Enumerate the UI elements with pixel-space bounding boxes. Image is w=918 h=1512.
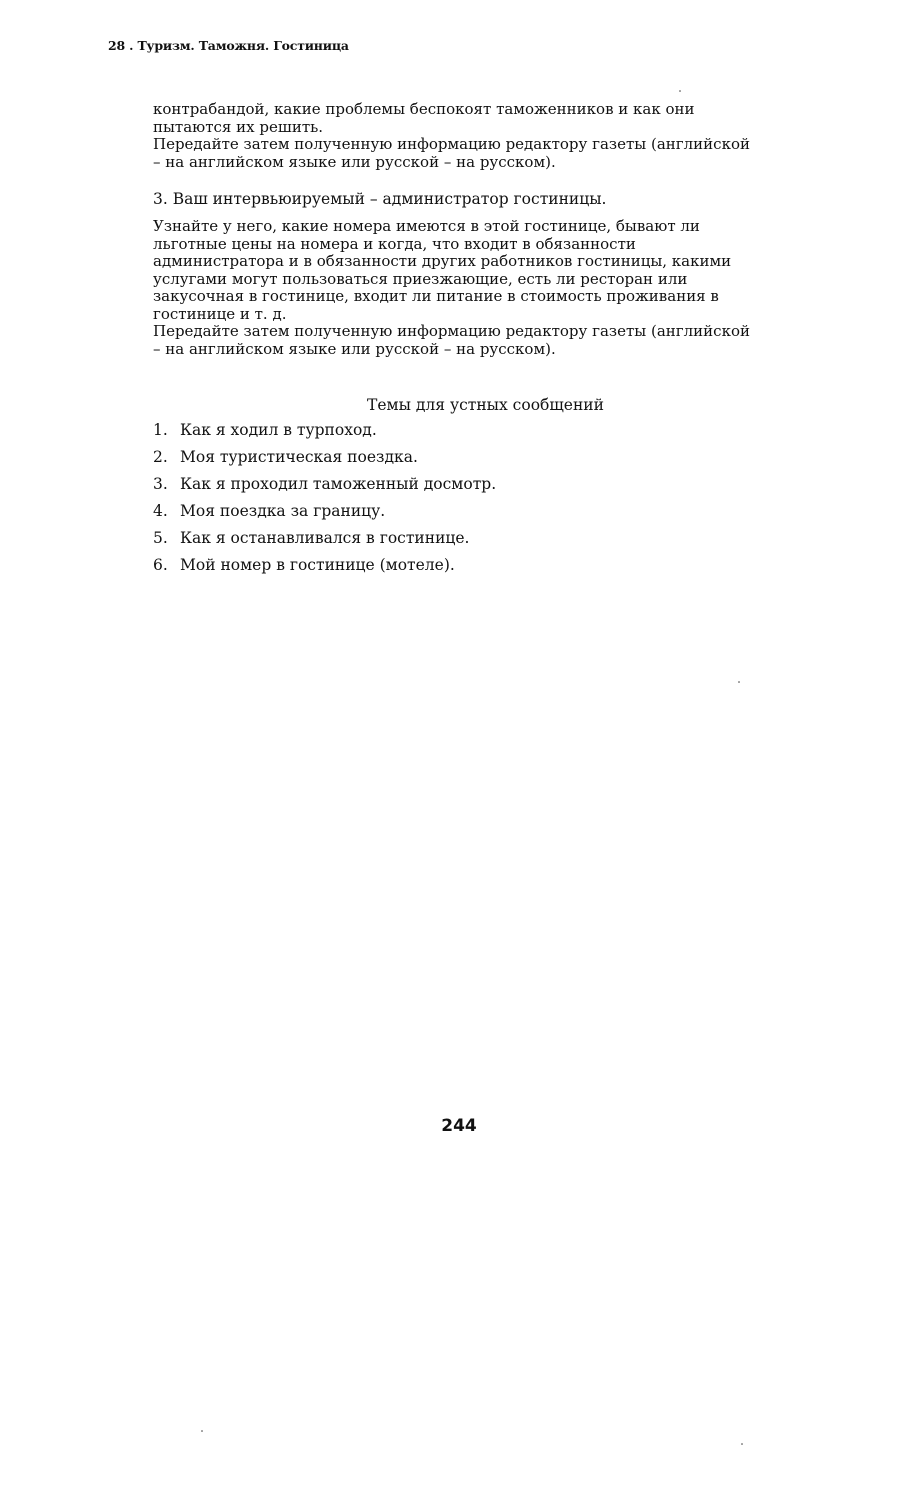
list-item-number: 3. (153, 475, 168, 493)
list-item (153, 528, 496, 555)
list-item (153, 420, 496, 447)
list-item-text: Мой номер в гостинице (мотеле). (180, 556, 455, 574)
list-item-number: 1. (153, 421, 168, 439)
list-item-number: 2. (153, 448, 168, 466)
text-line: льготные цены на номера и когда, что входит в обязанности (153, 234, 636, 253)
text-line: Узнайте у него, какие номера имеются в этой гостинице, бывают ли (153, 217, 700, 235)
list-item-text: Как я проходил таможенный досмотр. (180, 475, 497, 493)
topics-title: Темы для устных сообщений (367, 396, 604, 414)
paragraph-block-2 (153, 218, 818, 358)
text-line: услугами могут пользоваться приезжающие, есть ли ресторан или (153, 269, 688, 288)
list-item (153, 501, 496, 528)
page-number: 244 (441, 1116, 477, 1136)
scan-speck (741, 1443, 743, 1445)
text-line: администратора и в обязанности других работников гостиницы, какими (153, 252, 732, 270)
scan-speck (679, 90, 681, 92)
scan-speck (738, 681, 740, 683)
list-item (153, 474, 496, 501)
list-item (153, 555, 496, 582)
text-line: контрабандой, какие проблемы беспокоят таможенников и как они (153, 100, 695, 118)
list-item-text: Как я останавливался в гостинице. (180, 529, 470, 547)
list-item-number: 6. (153, 556, 168, 574)
paragraph-block-1 (153, 101, 818, 171)
list-item-text: Моя туристическая поездка. (180, 448, 418, 466)
text-line: Передайте затем полученную информацию редактору газеты (английской (153, 135, 750, 153)
text-line: пытаются их решить. (153, 117, 324, 136)
list-item-number: 5. (153, 529, 168, 547)
text-line: гостинице и т. д. (153, 304, 287, 323)
list-item-text: Моя поездка за границу. (180, 502, 386, 520)
scan-speck (201, 1430, 203, 1432)
running-head: 28 . Туризм. Таможня. Гостиница (108, 38, 349, 53)
text-line: – на английском языке или русской – на русском). (153, 339, 556, 358)
section-3-heading: 3. Ваш интервьюируемый – администратор гостиницы. (153, 190, 607, 208)
list-item (153, 447, 496, 474)
text-line: Передайте затем полученную информацию редактору газеты (английской (153, 322, 750, 340)
topics-list (153, 420, 496, 582)
text-line: – на английском языке или русской – на русском). (153, 152, 556, 171)
list-item-text: Как я ходил в турпоход. (180, 421, 377, 439)
list-item-number: 4. (153, 502, 168, 520)
text-line: закусочная в гостинице, входит ли питание в стоимость проживания в (153, 287, 719, 305)
